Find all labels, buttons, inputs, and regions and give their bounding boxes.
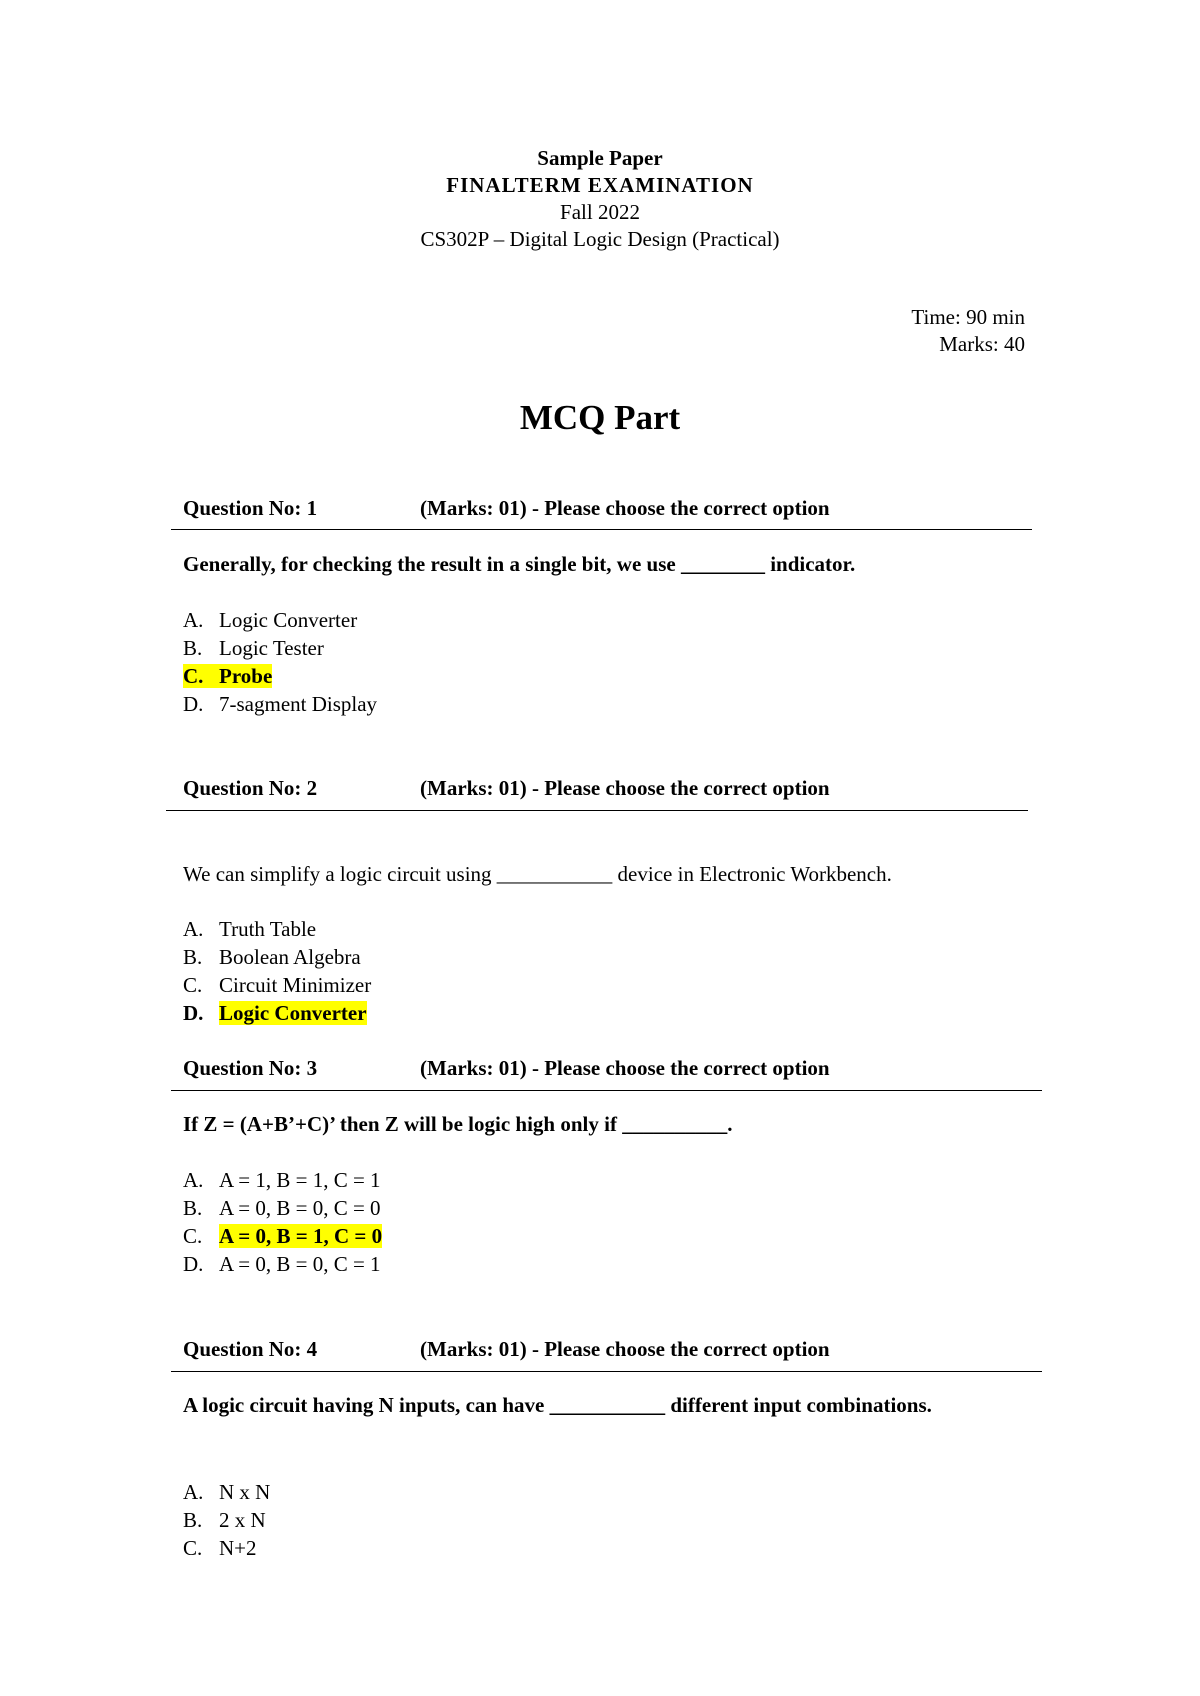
question-1-number: Question No: 1 [183, 496, 318, 520]
option-letter: C. [183, 664, 204, 688]
marks-label: Marks: 40 [939, 332, 1025, 356]
option-letter: B. [183, 1508, 203, 1532]
paper-label: Sample Paper [537, 146, 663, 170]
option-letter: C. [183, 973, 203, 997]
question-2-number: Question No: 2 [183, 776, 318, 800]
question-1-marks: (Marks: 01) - Please choose the correct option [420, 496, 830, 520]
course-title: CS302P – Digital Logic Design (Practical) [420, 227, 780, 251]
option-text: Circuit Minimizer [219, 973, 372, 997]
question-4-divider [171, 1371, 1042, 1372]
exam-title: FINALTERM EXAMINATION [446, 173, 754, 197]
question-3-stem: If Z = (A+B’+C)’ then Z will be logic high only if __________. [183, 1112, 733, 1136]
option-letter: D. [183, 692, 204, 716]
question-1-divider [171, 529, 1032, 530]
option-letter: A. [183, 917, 204, 941]
option-text: A = 1, B = 1, C = 1 [219, 1168, 381, 1192]
q3-option-a[interactable] [183, 1168, 381, 1193]
option-text: Logic Tester [219, 636, 324, 660]
option-text: Truth Table [219, 917, 317, 941]
q1-option-b[interactable] [183, 636, 324, 661]
option-text: A = 0, B = 1, C = 0 [219, 1224, 383, 1248]
q4-option-b[interactable] [183, 1508, 266, 1533]
option-letter: D. [183, 1001, 204, 1025]
question-3-number: Question No: 3 [183, 1056, 318, 1080]
option-text: Logic Converter [219, 1001, 367, 1025]
question-3-marks: (Marks: 01) - Please choose the correct option [420, 1056, 830, 1080]
question-3-divider [171, 1090, 1042, 1091]
question-4-number: Question No: 4 [183, 1337, 318, 1361]
q3-option-c-correct[interactable] [183, 1224, 382, 1249]
option-text: Logic Converter [219, 608, 358, 632]
question-2-stem: We can simplify a logic circuit using ___________ device in Electronic Workbench. [183, 862, 892, 886]
option-letter: C. [183, 1536, 203, 1560]
q4-option-c[interactable] [183, 1536, 257, 1561]
option-text: A = 0, B = 0, C = 1 [219, 1252, 381, 1276]
question-4-marks: (Marks: 01) - Please choose the correct option [420, 1337, 830, 1361]
option-letter: A. [183, 1480, 204, 1504]
q2-option-c[interactable] [183, 973, 371, 998]
option-text: N x N [219, 1480, 271, 1504]
term-label: Fall 2022 [560, 200, 640, 224]
q2-option-a[interactable] [183, 917, 316, 942]
q2-option-d-correct[interactable] [183, 1001, 367, 1026]
question-4-stem: A logic circuit having N inputs, can have ___________ different input combinations. [183, 1393, 932, 1417]
option-text: Probe [219, 664, 273, 688]
q4-option-a[interactable] [183, 1480, 270, 1505]
option-letter: C. [183, 1224, 203, 1248]
question-1-stem: Generally, for checking the result in a single bit, we use ________ indicator. [183, 552, 856, 576]
section-title: MCQ Part [519, 398, 681, 437]
option-letter: A. [183, 608, 204, 632]
option-text: Boolean Algebra [219, 945, 361, 969]
option-letter: B. [183, 636, 203, 660]
q1-option-a[interactable] [183, 608, 357, 633]
option-text: 7-sagment Display [219, 692, 378, 716]
option-text: N+2 [219, 1536, 257, 1560]
q3-option-d[interactable] [183, 1252, 381, 1277]
option-letter: D. [183, 1252, 204, 1276]
option-letter: B. [183, 945, 203, 969]
q3-option-b[interactable] [183, 1196, 381, 1221]
question-2-marks: (Marks: 01) - Please choose the correct option [420, 776, 830, 800]
q1-option-d[interactable] [183, 692, 377, 717]
q2-option-b[interactable] [183, 945, 361, 970]
option-letter: A. [183, 1168, 204, 1192]
option-letter: B. [183, 1196, 203, 1220]
option-text: A = 0, B = 0, C = 0 [219, 1196, 381, 1220]
question-2-divider [166, 810, 1028, 811]
time-label: Time: 90 min [911, 305, 1025, 329]
option-text: 2 x N [219, 1508, 266, 1532]
q1-option-c-correct[interactable] [183, 664, 272, 689]
